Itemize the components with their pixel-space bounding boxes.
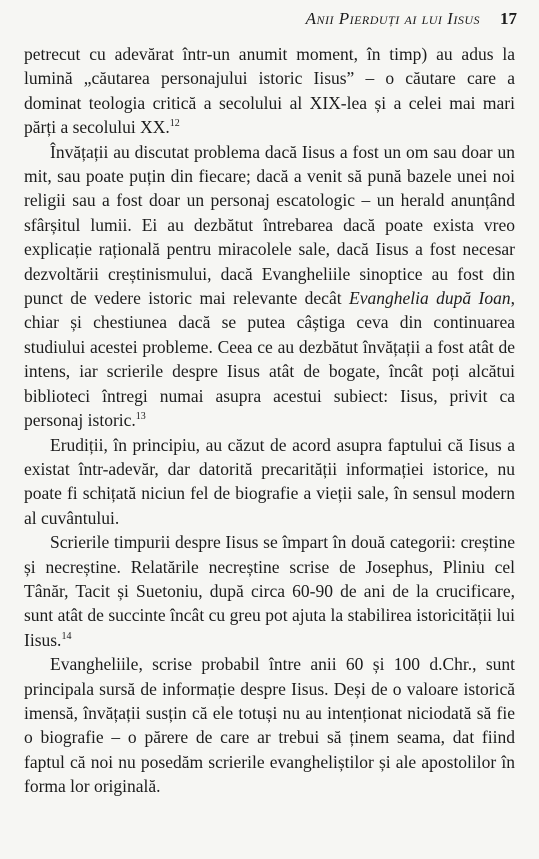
footnote-ref-13[interactable]: 13 <box>135 411 146 423</box>
footnote-ref-12[interactable]: 12 <box>169 118 180 130</box>
paragraph-2 <box>24 140 515 433</box>
paragraph-4 <box>24 530 515 652</box>
paragraph-text: Erudiții, în principiu, au căzut de acord asupra faptului că Iisus a existat într-adevăr, dar datorită precarității informației istorice, nu poate fi schițată niciun fel de biografie a vieții sale, în sensul modern al cuvântului. <box>24 434 515 528</box>
running-title: Anii Pierduți ai lui Iisus <box>305 9 480 28</box>
paragraph-text: , chiar și chestiunea dacă se putea câștiga ceva din continuarea studiului acestei probleme. Ceea ce au dezbătut învățații a fost atât de intens, iar scrierile despre Iisus atât de bogate, încât poți alcătui biblioteci întregi numai asupra acestui subiect: Iisus, privit ca personaj istoric. <box>24 288 515 431</box>
paragraph-1 <box>24 42 515 140</box>
paragraph-text: petrecut cu adevărat într-un anumit moment, în timp) au adus la lumină „căutarea personajului istoric Iisus” – o căutare care a dominat teologia critică a secolului al XIX-lea și a celei mai mari părți a secolului XX. <box>24 44 515 138</box>
paragraph-text: Scrierile timpurii despre Iisus se împart în două categorii: creștine și necreștine. Relatările necreștine scrise de Josephus, Pliniu cel Tânăr, Tacit și Suetoniu, după circa 60-90 de ani de la crucificare, sunt atât de succinte încât cu greu pot ajuta la stabilirea istoricității lui Iisus. <box>24 532 515 650</box>
page-number: 17 <box>500 9 517 28</box>
footnote-ref-14[interactable]: 14 <box>61 630 72 642</box>
book-title-italic: Evanghelia după Ioan <box>349 288 511 309</box>
body-text <box>24 42 515 799</box>
paragraph-text: Evangheliile, scrise probabil între anii 60 și 100 d.Chr., sunt principala sursă de informație despre Iisus. Deși de o valoare istorică imensă, învățații susțin că ele totuși nu au intenționat niciodată să fie o biografie – o părere de care ar trebui să ținem seama, dat fiind faptul că noi nu posedăm scrierile evangheliștilor și ale apostolilor în forma lor originală. <box>24 654 515 797</box>
paragraph-text: Învățații au discutat problema dacă Iisus a fost un om sau doar un mit, sau poate puțin din fiecare; dacă a venit să pună bazele unei noi religii sau a fost doar un personaj escatologic – un herald anunțând sfârșitul lumii. Ei au dezbătut întrebarea dacă poate exista vreo explicație rațională pentru miracolele sale, dacă Iisus a fost necesar dezvoltării creștinismului, dacă Evangheliile sinoptice au fost din punct de vedere istoric mai relevante decât <box>24 141 515 309</box>
running-header <box>20 9 517 31</box>
paragraph-3 <box>24 433 515 531</box>
paragraph-5 <box>24 652 515 798</box>
